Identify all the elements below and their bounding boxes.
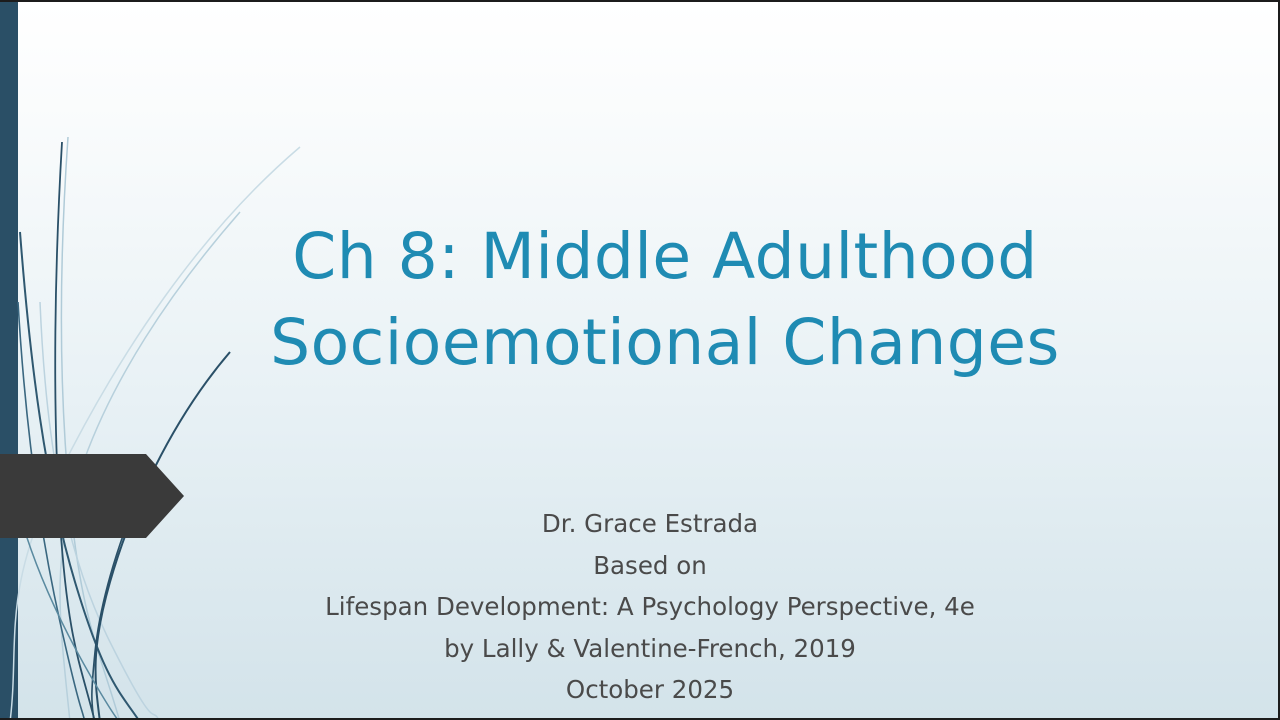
title-line-1: Ch 8: Middle Adulthood xyxy=(292,220,1038,293)
slide-title xyxy=(120,214,1210,386)
book-title-line: Lifespan Development: A Psychology Perspective, 4e xyxy=(325,592,975,621)
slide-subtitle xyxy=(250,503,1050,711)
arrow-tab-icon xyxy=(0,454,184,538)
title-line-2: Socioemotional Changes xyxy=(270,306,1060,379)
author-line: Dr. Grace Estrada xyxy=(541,509,759,538)
book-authors-line: by Lally & Valentine-French, 2019 xyxy=(444,633,856,663)
date-line: October 2025 xyxy=(565,675,735,704)
based-on-line: Based on xyxy=(593,550,707,580)
